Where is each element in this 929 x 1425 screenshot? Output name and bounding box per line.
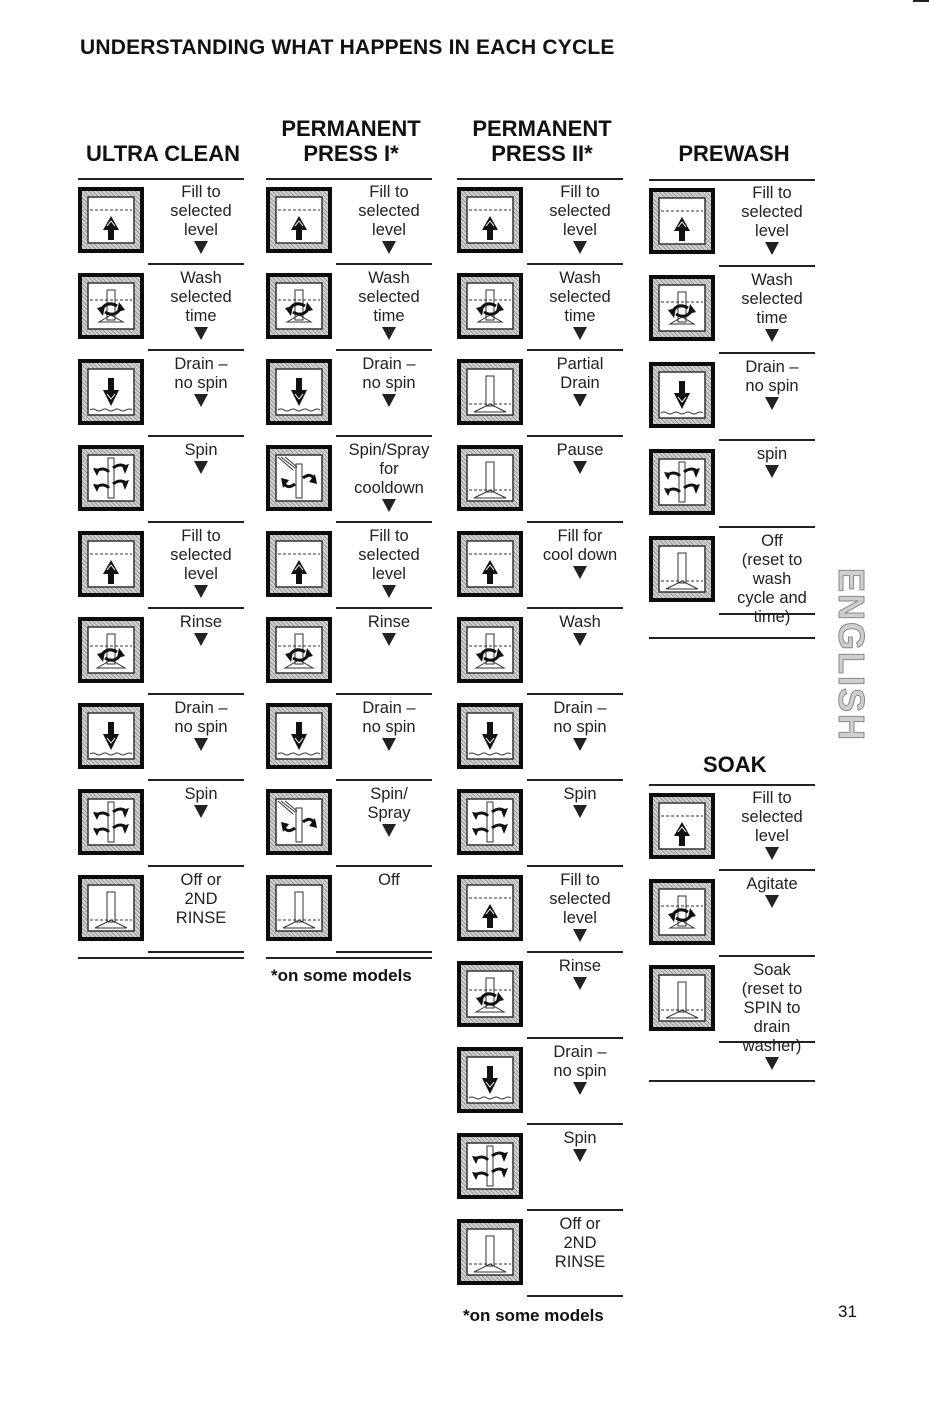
step-divider: [527, 607, 623, 609]
spin-spray-icon: [266, 789, 332, 855]
drain-icon: [457, 1047, 523, 1113]
cycle-step: [457, 353, 627, 439]
step-divider: [719, 526, 815, 528]
cycle-step: [266, 181, 436, 267]
down-arrow-icon: [194, 461, 208, 474]
step-label: Fill for cool down: [533, 527, 627, 579]
down-arrow-icon: [573, 394, 587, 407]
step-divider: [527, 951, 623, 953]
cycle-step: [649, 269, 819, 356]
step-label: Drain – no spin: [154, 699, 248, 751]
step-label: Off: [378, 871, 400, 889]
off-icon: [266, 875, 332, 941]
step-label: Fill to selected level: [342, 527, 436, 598]
cycle-step: [457, 1041, 627, 1127]
fill-icon: [266, 531, 332, 597]
step-divider: [527, 779, 623, 781]
drain-icon: [266, 359, 332, 425]
step-divider: [336, 779, 432, 781]
step-label: Drain – no spin: [342, 355, 436, 407]
step-divider: [148, 607, 244, 609]
step-divider: [336, 951, 432, 953]
step-label: Off (reset to wash cycle and time): [737, 532, 807, 626]
step-divider: [527, 693, 623, 695]
step-divider: [527, 263, 623, 265]
cycle-step: [266, 267, 436, 353]
wash-icon: [649, 879, 715, 945]
down-arrow-icon: [194, 738, 208, 751]
step-label: Fill to selected level: [725, 789, 819, 860]
down-arrow-icon: [382, 327, 396, 340]
cycle-step: [266, 783, 436, 869]
cycle-step: [457, 783, 627, 869]
column-top-rule: [78, 178, 244, 180]
spin-icon: [78, 445, 144, 511]
step-divider: [148, 349, 244, 351]
footnote: *on some models: [463, 1306, 604, 1325]
step-label: Drain – no spin: [533, 699, 627, 751]
step-divider: [336, 435, 432, 437]
down-arrow-icon: [382, 633, 396, 646]
cycle-step: [78, 611, 248, 697]
down-arrow-icon: [194, 585, 208, 598]
step-divider: [527, 865, 623, 867]
step-divider: [527, 1209, 623, 1211]
cycle-step: [649, 787, 819, 873]
step-label: Wash selected time: [725, 271, 819, 342]
step-divider: [527, 1037, 623, 1039]
fill-icon: [78, 531, 144, 597]
step-label: Drain – no spin: [154, 355, 248, 407]
step-divider: [527, 435, 623, 437]
step-label: Spin/Spray for cooldown: [342, 441, 436, 512]
page-title: UNDERSTANDING WHAT HAPPENS IN EACH CYCLE: [80, 36, 615, 59]
down-arrow-icon: [573, 738, 587, 751]
column-top-rule: [649, 179, 815, 181]
column-title: PREWASH: [678, 141, 790, 166]
step-divider: [336, 607, 432, 609]
down-arrow-icon: [765, 895, 779, 908]
drain-icon: [78, 359, 144, 425]
drain-icon: [649, 362, 715, 428]
cycle-step: [457, 955, 627, 1041]
cycle-step: [78, 267, 248, 353]
down-arrow-icon: [765, 1057, 779, 1070]
off-icon: [457, 359, 523, 425]
off-icon: [457, 445, 523, 511]
down-arrow-icon: [382, 241, 396, 254]
step-label: Wash: [533, 613, 627, 646]
step-label: Fill to selected level: [533, 871, 627, 942]
cycle-step: [649, 443, 819, 530]
spin-icon: [457, 789, 523, 855]
step-label: Off or 2ND RINSE: [175, 871, 227, 927]
cycle-step: [457, 439, 627, 525]
wash-icon: [457, 273, 523, 339]
column-title: PERMANENT PRESS II*: [472, 116, 612, 166]
step-divider: [148, 521, 244, 523]
cycle-step: [78, 869, 248, 955]
down-arrow-icon: [194, 805, 208, 818]
off-icon: [649, 536, 715, 602]
down-arrow-icon: [573, 461, 587, 474]
step-label: Drain – no spin: [342, 699, 436, 751]
wash-icon: [78, 273, 144, 339]
step-label: Pause: [533, 441, 627, 474]
spin-icon: [457, 1133, 523, 1199]
step-divider: [719, 265, 815, 267]
cycle-step: [78, 439, 248, 525]
rinse-icon: [78, 617, 144, 683]
spin-icon: [78, 789, 144, 855]
fill-icon: [457, 531, 523, 597]
step-divider: [527, 1295, 623, 1297]
cycle-step: [266, 353, 436, 439]
fill-icon: [649, 188, 715, 254]
down-arrow-icon: [573, 977, 587, 990]
column-top-rule: [649, 784, 815, 786]
column-title-soak: SOAK: [703, 752, 767, 777]
cycle-step: [457, 1213, 627, 1299]
step-label: Rinse: [533, 957, 627, 990]
down-arrow-icon: [194, 327, 208, 340]
rinse-icon: [457, 617, 523, 683]
step-label: Fill to selected level: [725, 184, 819, 255]
down-arrow-icon: [573, 1149, 587, 1162]
spin-icon: [649, 449, 715, 515]
wash-icon: [649, 275, 715, 341]
step-divider: [336, 865, 432, 867]
column-bottom-rule: [78, 957, 244, 959]
wash-icon: [266, 273, 332, 339]
down-arrow-icon: [573, 1082, 587, 1095]
cycle-step: [457, 1127, 627, 1213]
cycle-step: [457, 869, 627, 955]
cycle-step: [457, 611, 627, 697]
step-divider: [719, 352, 815, 354]
step-divider: [336, 693, 432, 695]
fill-icon: [649, 793, 715, 859]
cycle-step: [78, 783, 248, 869]
step-divider: [719, 1041, 815, 1043]
down-arrow-icon: [194, 633, 208, 646]
rinse-icon: [266, 617, 332, 683]
step-divider: [148, 435, 244, 437]
step-label: Spin/ Spray: [342, 785, 436, 837]
side-tab-label: ENGLISH: [831, 567, 872, 743]
step-divider: [148, 263, 244, 265]
cycle-step: [266, 697, 436, 783]
step-label: spin: [725, 445, 819, 478]
cycle-step: [649, 182, 819, 269]
cycle-step: [78, 353, 248, 439]
down-arrow-icon: [573, 241, 587, 254]
drain-icon: [266, 703, 332, 769]
down-arrow-icon: [573, 566, 587, 579]
down-arrow-icon: [382, 738, 396, 751]
cycle-step: [457, 697, 627, 783]
step-label: Drain – no spin: [725, 358, 819, 410]
page-number: 31: [838, 1302, 857, 1321]
step-label: Spin: [154, 785, 248, 818]
cycle-step: [457, 525, 627, 611]
down-arrow-icon: [765, 397, 779, 410]
cycle-step: [649, 873, 819, 959]
fill-icon: [266, 187, 332, 253]
down-arrow-icon: [194, 241, 208, 254]
column-bottom-rule: [649, 637, 815, 639]
step-label: Soak (reset to SPIN to drain washer): [725, 961, 819, 1070]
step-label: Spin: [154, 441, 248, 474]
cycle-step: [78, 525, 248, 611]
cycle-step: [78, 697, 248, 783]
column-top-rule: [266, 178, 432, 180]
fill-icon: [457, 187, 523, 253]
step-divider: [719, 613, 815, 615]
down-arrow-icon: [382, 585, 396, 598]
side-tab-language: [831, 555, 872, 755]
drain-icon: [78, 703, 144, 769]
down-arrow-icon: [573, 633, 587, 646]
drain-icon: [457, 703, 523, 769]
page-corner-mark: [913, 0, 929, 2]
step-label: Rinse: [154, 613, 248, 646]
step-label: Spin: [533, 1129, 627, 1162]
down-arrow-icon: [382, 499, 396, 512]
step-divider: [719, 869, 815, 871]
cycle-step: [649, 530, 819, 626]
fill-icon: [457, 875, 523, 941]
fill-icon: [78, 187, 144, 253]
column-top-rule: [457, 178, 623, 180]
down-arrow-icon: [573, 805, 587, 818]
step-label: Agitate: [725, 875, 819, 908]
step-label: Wash selected time: [342, 269, 436, 340]
column-bottom-rule: [649, 1080, 815, 1082]
step-label: Partial Drain: [533, 355, 627, 407]
rinse-icon: [457, 961, 523, 1027]
cycle-step: [78, 181, 248, 267]
footnote: *on some models: [271, 966, 412, 985]
step-label: Fill to selected level: [533, 183, 627, 254]
cycle-step: [266, 869, 436, 955]
step-label: Wash selected time: [533, 269, 627, 340]
step-divider: [148, 865, 244, 867]
step-divider: [336, 521, 432, 523]
step-label: Off or 2ND RINSE: [554, 1215, 606, 1271]
step-label: Wash selected time: [154, 269, 248, 340]
cycle-step: [266, 439, 436, 525]
down-arrow-icon: [194, 394, 208, 407]
step-divider: [527, 349, 623, 351]
step-label: Fill to selected level: [342, 183, 436, 254]
off-icon: [78, 875, 144, 941]
down-arrow-icon: [765, 465, 779, 478]
step-divider: [148, 779, 244, 781]
off-icon: [649, 965, 715, 1031]
step-label: Drain – no spin: [533, 1043, 627, 1095]
cycle-step: [649, 356, 819, 443]
down-arrow-icon: [382, 824, 396, 837]
down-arrow-icon: [765, 242, 779, 255]
step-divider: [336, 263, 432, 265]
off-icon: [457, 1219, 523, 1285]
down-arrow-icon: [382, 394, 396, 407]
down-arrow-icon: [573, 327, 587, 340]
cycle-step: [266, 611, 436, 697]
step-divider: [148, 951, 244, 953]
column-title: ULTRA CLEAN: [86, 141, 240, 166]
cycle-step: [457, 181, 627, 267]
step-label: Fill to selected level: [154, 527, 248, 598]
step-divider: [719, 955, 815, 957]
step-divider: [336, 349, 432, 351]
cycle-step: [649, 959, 819, 1055]
step-divider: [527, 521, 623, 523]
spin-spray-icon: [266, 445, 332, 511]
column-title: PERMANENT PRESS I*: [281, 116, 421, 166]
step-label: Rinse: [342, 613, 436, 646]
step-label: Fill to selected level: [154, 183, 248, 254]
step-divider: [148, 693, 244, 695]
cycle-step: [457, 267, 627, 353]
cycle-step: [266, 525, 436, 611]
step-label: Spin: [533, 785, 627, 818]
column-bottom-rule: [266, 957, 432, 959]
down-arrow-icon: [765, 329, 779, 342]
step-divider: [719, 439, 815, 441]
down-arrow-icon: [573, 929, 587, 942]
down-arrow-icon: [765, 847, 779, 860]
step-divider: [527, 1123, 623, 1125]
